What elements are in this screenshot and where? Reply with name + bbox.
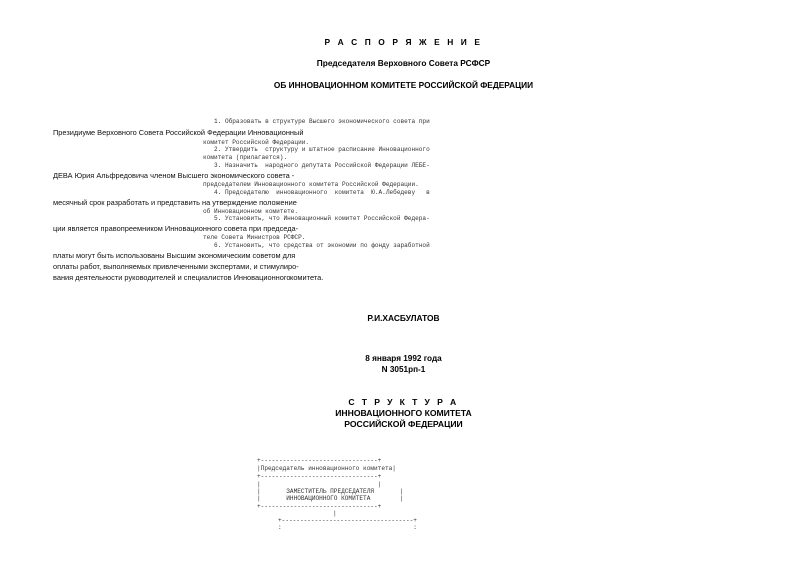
body-line: 2. Утвердить структуру и штатное расписание Инновационного — [203, 146, 430, 153]
body-line: Президиуме Верховного Совета Российской Федерации Инновационный — [53, 128, 304, 137]
diagram-deputy-box: | ЗАМЕСТИТЕЛЬ ПРЕДСЕДАТЕЛЯ | — [257, 488, 404, 495]
body-line: об Инновационном комитете. — [203, 208, 299, 215]
diagram-connector: | — [333, 510, 337, 517]
body-line: комитет Российской Федерации. — [203, 139, 310, 146]
document-subject: ОБ ИННОВАЦИОННОМ КОМИТЕТЕ РОССИЙСКОЙ ФЕДЕРАЦИИ — [273, 80, 534, 90]
body-line: месячный срок разработать и представить на утверждение положение — [53, 198, 297, 207]
body-line: теле Совета Министров РСФСР. — [203, 234, 306, 241]
body-line: 1. Образовать в структуре Высшего экономического совета при — [203, 118, 430, 125]
body-line: 4. Председателю инновационного комитета Ю.А.Лебедеву в — [203, 189, 430, 196]
diagram-chairman-box: |Председатель инновационного комитета| — [257, 465, 396, 472]
diagram-branch: +------------------------------------+ — [278, 517, 417, 524]
structure-subtitle-1: ИННОВАЦИОННОГО КОМИТЕТА — [335, 408, 472, 418]
structure-title: С Т Р У К Т У Р А — [348, 397, 459, 407]
body-line: 5. Установить, что Инновационный комитет Российской Федера- — [203, 215, 430, 222]
body-line: оплаты работ, выполняемых привлеченными экспертами, и стимулиро- — [53, 262, 299, 271]
document-issuer: Председателя Верховного Совета РСФСР — [316, 58, 491, 68]
body-line: ДЕВА Юрия Альфредовича членом Высшего экономического совета - — [53, 171, 295, 180]
diagram-deputy-box: | ИННОВАЦИОННОГО КОМИТЕТА | — [257, 495, 404, 502]
body-line: 6. Установить, что средства от экономии по фонду заработной — [203, 242, 430, 249]
document-title: Р А С П О Р Я Ж Е Н И Е — [324, 37, 483, 47]
body-line: комитета (прилагается). — [203, 154, 288, 161]
structure-subtitle-2: РОССИЙСКОЙ ФЕДЕРАЦИИ — [344, 419, 463, 429]
body-line: вания деятельности руководителей и специалистов Инновационного — [53, 273, 291, 282]
diagram-box-side: | | — [257, 481, 382, 488]
diagram-box-border: +--------------------------------+ — [257, 457, 382, 464]
body-line: платы могут быть использованы Высшим экономическим советом для — [53, 251, 296, 260]
body-line: 3. Назначить народного депутата Российской Федерации ЛЕБЕ- — [203, 162, 430, 169]
diagram-branch-legs: : : — [278, 524, 417, 531]
diagram-box-border: +--------------------------------+ — [257, 503, 382, 510]
body-line: председателем Инновационного комитета Российской Федерации. — [203, 181, 419, 188]
body-line: комитета. — [290, 273, 324, 282]
document-date: 8 января 1992 года — [365, 354, 442, 363]
body-line: ции является правопреемником Инновационного совета при председа- — [53, 224, 299, 233]
document-number: N 3051рп-1 — [381, 365, 426, 374]
diagram-box-border: +--------------------------------+ — [257, 473, 382, 480]
signature: Р.И.ХАСБУЛАТОВ — [367, 313, 440, 323]
